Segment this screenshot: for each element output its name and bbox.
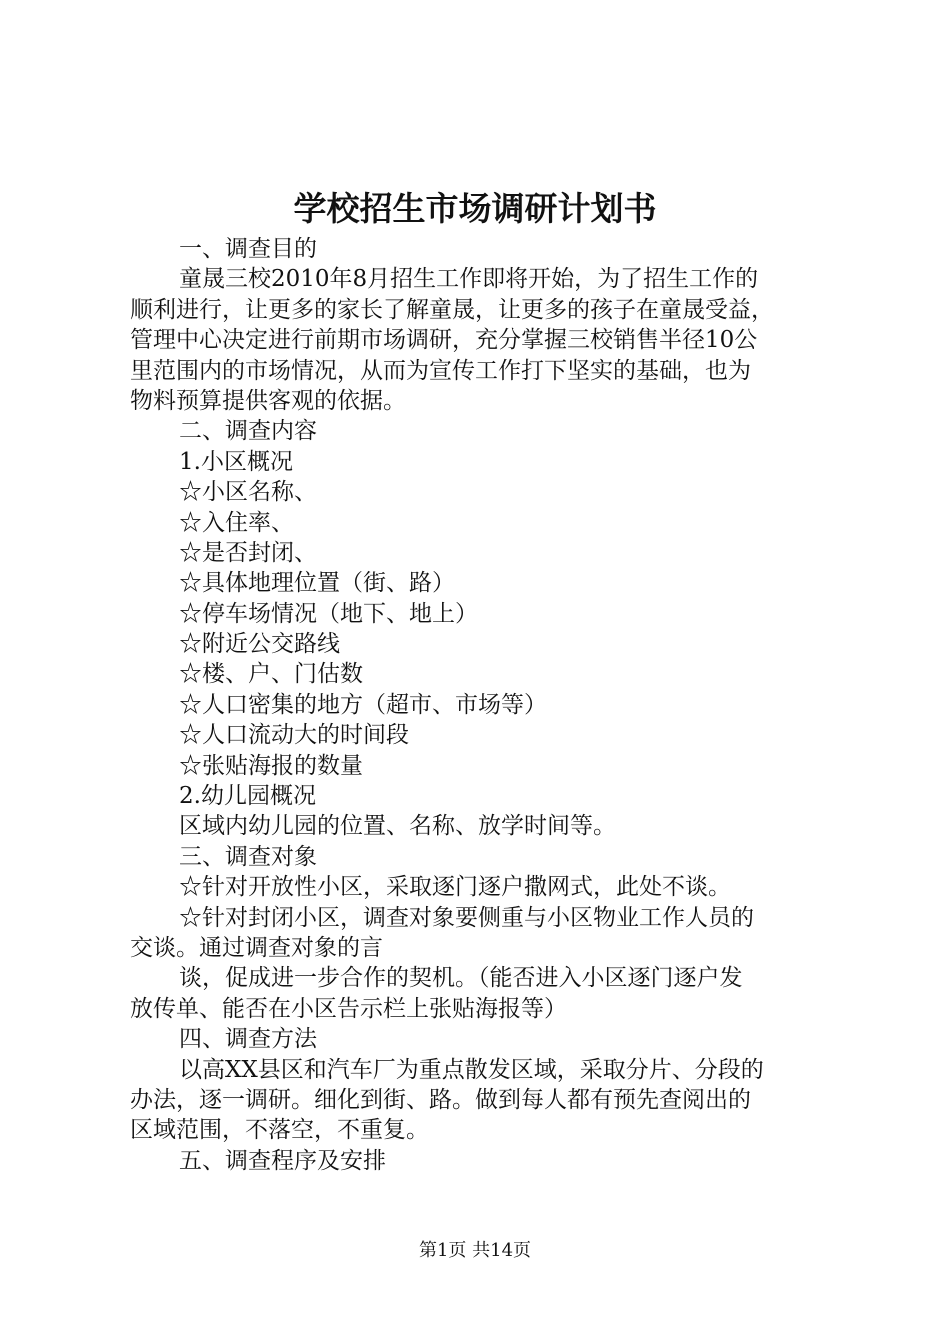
paragraph-line: 顺利进行，让更多的家长了解童晟，让更多的孩子在童晟受益， [130, 296, 774, 323]
page-footer: 第1页 共14页 [418, 1240, 532, 1261]
paragraph-line: 区域内幼儿园的位置、名称、放学时间等。 [179, 813, 616, 840]
paragraph-line: 放传单、能否在小区告示栏上张贴海报等） [130, 995, 567, 1022]
list-item: ☆停车场情况（地下、地上） [179, 600, 478, 627]
list-item: ☆小区名称、 [179, 479, 317, 506]
list-item: ☆是否封闭、 [179, 539, 317, 566]
section-heading: 二、调查内容 [179, 418, 317, 445]
section-heading: 一、调查目的 [179, 236, 317, 262]
paragraph-line: 以高XX县区和汽车厂为重点散发区域，采取分片、分段的 [179, 1056, 764, 1083]
page-title: 学校招生市场调研计划书 [293, 189, 657, 228]
document-body [130, 234, 835, 1176]
subsection-heading: 2.幼儿园概况 [179, 783, 316, 810]
paragraph-line: 里范围内的市场情况，从而为宣传工作打下坚实的基础，也为 [130, 357, 751, 384]
paragraph-line: 童晟三校2010年8月招生工作即将开始，为了招生工作的 [179, 266, 759, 293]
paragraph-line: 办法，逐一调研。细化到街、路。做到每人都有预先查阅出的 [130, 1086, 751, 1113]
paragraph-line: 谈，促成进一步合作的契机。（能否进入小区逐门逐户发 [179, 965, 743, 992]
list-item: ☆人口密集的地方（超市、市场等） [179, 691, 547, 718]
list-item: ☆针对开放性小区，采取逐门逐户撒网式，此处不谈。 [179, 874, 731, 901]
list-item: ☆张贴海报的数量 [179, 752, 363, 779]
paragraph-line: 物料预算提供客观的依据。 [130, 387, 406, 414]
paragraph-line: 交谈。通过调查对象的言 [130, 934, 383, 961]
list-item: ☆针对封闭小区，调查对象要侧重与小区物业工作人员的 [179, 904, 754, 931]
list-item: ☆具体地理位置（街、路） [179, 570, 455, 597]
paragraph-line: 管理中心决定进行前期市场调研，充分掌握三校销售半径10公 [130, 327, 758, 354]
section-heading: 三、调查对象 [179, 843, 317, 870]
paragraph-line: 区域范围，不落空，不重复。 [130, 1117, 429, 1144]
list-item: ☆入住率、 [179, 509, 294, 536]
list-item: ☆附近公交路线 [179, 631, 340, 658]
list-item: ☆人口流动大的时间段 [179, 722, 409, 749]
list-item: ☆楼、户、门估数 [179, 661, 363, 688]
section-heading: 五、调查程序及安排 [179, 1147, 386, 1174]
section-heading: 四、调查方法 [179, 1026, 317, 1053]
subsection-heading: 1.小区概况 [179, 448, 293, 475]
